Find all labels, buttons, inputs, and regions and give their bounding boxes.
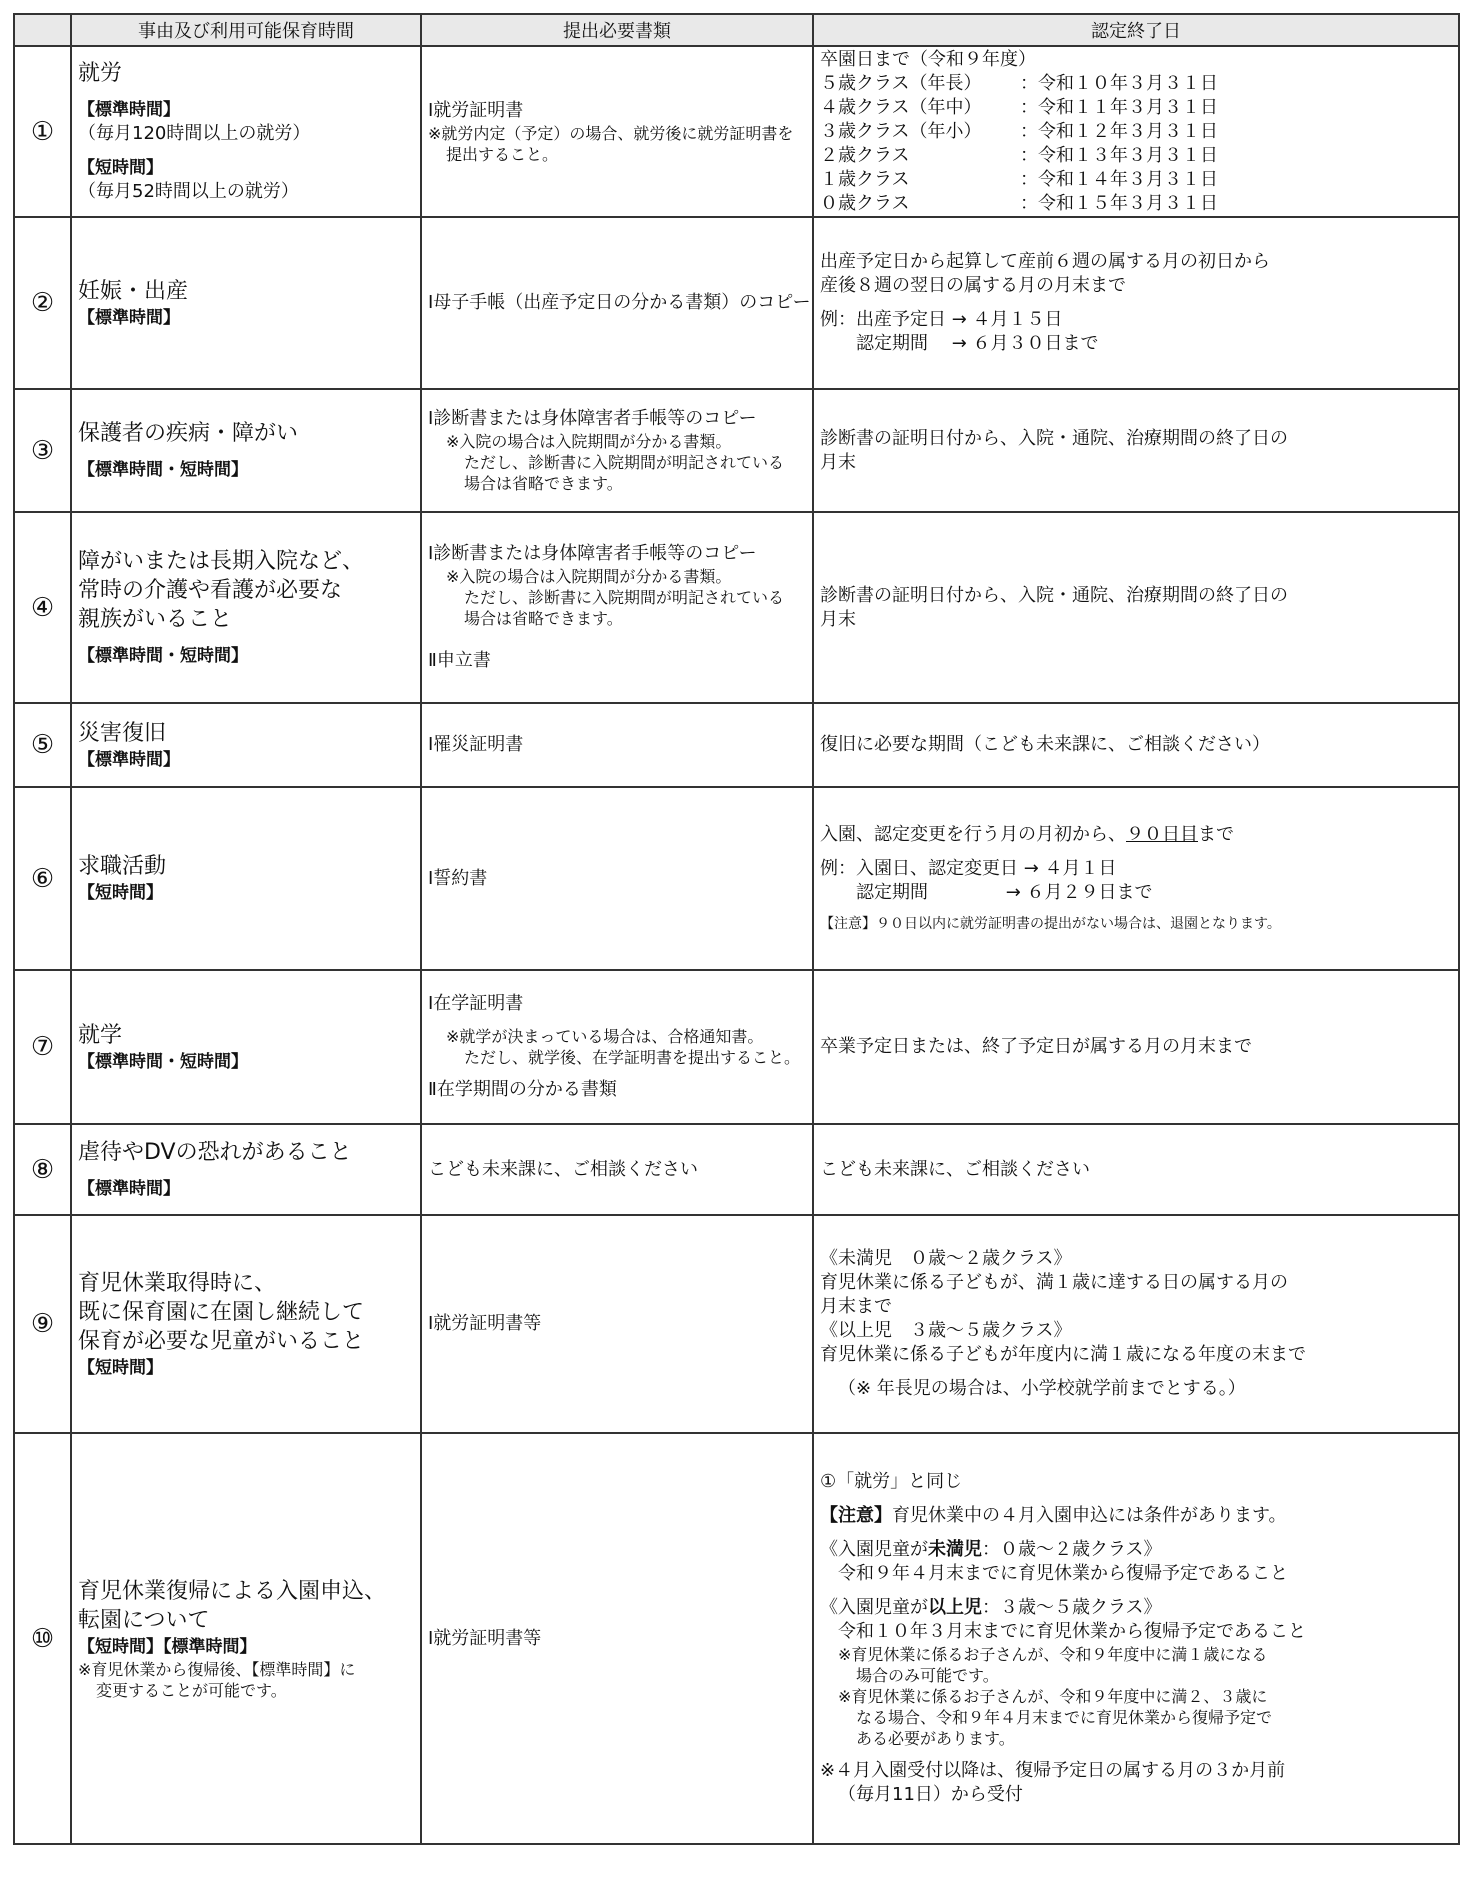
reason-title: 転園について — [78, 1607, 210, 1633]
class-end-date: ：令和１３年３月３１日 — [1020, 144, 1218, 166]
documents-cell — [421, 389, 813, 512]
time-category: 【短時間】 — [78, 883, 163, 903]
documents-cell — [421, 1215, 813, 1433]
class-row — [820, 72, 1452, 96]
example-text: 認定期間 → ６月３０日まで — [856, 333, 1099, 354]
end-date-text: 《未満児 ０歳～２歳クラス》 — [820, 1248, 1072, 1269]
reason-note: （毎月120時間以上の就労） — [78, 123, 311, 144]
document-item: Ⅰ罹災証明書 — [428, 734, 524, 755]
header-row — [14, 14, 1459, 46]
time-category: 【標準時間】 — [78, 100, 180, 120]
class-name: １歳クラス — [820, 168, 910, 190]
end-date-text: 診断書の証明日付から、入院・通院、治療期間の終了日の — [820, 427, 1288, 449]
class-name: ５歳クラス（年長） — [820, 72, 982, 94]
end-date-text — [820, 823, 1452, 847]
row-number: ⑩ — [14, 1433, 71, 1844]
documents-cell — [421, 512, 813, 703]
document-note: ※就労内定（予定）の場合、就労後に就労証明書を — [428, 123, 794, 143]
end-date-cell — [813, 970, 1459, 1124]
condition-text: 令和９年４月末までに育児休業から復帰予定であること — [838, 1563, 1288, 1584]
end-date-text: 出産予定日から起算して産前６週の属する月の初日から — [820, 251, 1270, 272]
time-category: 【標準時間・短時間】 — [78, 646, 248, 666]
example-text: 例：入園日、認定変更日 → ４月１日 — [820, 858, 1117, 879]
reason-note: （毎月52時間以上の就労） — [78, 181, 299, 202]
time-category: 【標準時間】 — [78, 749, 180, 770]
end-date-text: 月末 — [820, 451, 856, 473]
class-name: ２歳クラス — [820, 144, 910, 166]
certification-table-document — [13, 13, 1458, 1881]
row-number: ④ — [14, 512, 71, 703]
end-date-text: 月末まで — [820, 1296, 892, 1317]
end-date-text: 復旧に必要な期間（こども未来課に、ご相談ください） — [820, 734, 1270, 755]
class-row — [820, 192, 1452, 216]
example-text: 例：出産予定日 → ４月１５日 — [820, 309, 1063, 330]
reason-note: ※育児休業から復帰後、【標準時間】に — [78, 1659, 356, 1679]
row-number: ② — [14, 217, 71, 389]
reason-cell — [71, 512, 421, 703]
condition-note: 場合のみ可能です。 — [856, 1666, 999, 1685]
class-end-date: ：令和１０年３月３１日 — [1020, 72, 1218, 94]
reason-title: 就労 — [78, 61, 123, 86]
reason-title: 育児休業復帰による入園申込、 — [78, 1578, 387, 1604]
caution-heading — [820, 1504, 1452, 1528]
document-item: Ⅰ誓約書 — [428, 867, 488, 889]
document-note: ※就学が決まっている場合は、合格通知書。 — [446, 1027, 764, 1046]
reception-note: ※４月入園受付以降は、復帰予定日の属する月の３か月前 — [820, 1760, 1286, 1781]
documents-cell — [421, 46, 813, 217]
reason-title: 災害復旧 — [78, 720, 167, 746]
reason-title: 障がいまたは長期入院など、 — [78, 549, 365, 574]
reason-title: 常時の介護や看護が必要な — [78, 578, 343, 603]
document-note: 提出すること。 — [446, 144, 559, 164]
documents-cell — [421, 970, 813, 1124]
condition-heading — [820, 1538, 1452, 1562]
table-row — [14, 1433, 1459, 1844]
reception-note: （毎月11日）から受付 — [838, 1784, 1023, 1805]
document-item: Ⅰ就労証明書等 — [428, 1627, 542, 1649]
time-category: 【短時間】 — [78, 1357, 163, 1378]
document-item: Ⅰ診断書または身体障害者手帳等のコピー — [428, 543, 757, 564]
reason-title: 親族がいること — [78, 607, 233, 632]
end-date-text-part: まで — [1198, 824, 1234, 845]
row-number: ⑥ — [14, 787, 71, 970]
class-row — [820, 120, 1452, 144]
certification-table — [13, 13, 1460, 1845]
end-date-text: 診断書の証明日付から、入院・通院、治療期間の終了日の — [820, 584, 1288, 606]
example-text: 認定期間 → ６月２９日まで — [856, 882, 1153, 903]
time-category: 【短時間】 — [78, 158, 163, 178]
document-note: 場合は省略できます。 — [464, 474, 623, 493]
reason-cell — [71, 217, 421, 389]
table-row — [14, 46, 1459, 217]
document-item: こども未来課に、ご相談ください — [428, 1158, 698, 1180]
condition-heading — [820, 1596, 1452, 1620]
end-date-cell — [813, 703, 1459, 787]
document-item: Ⅰ診断書または身体障害者手帳等のコピー — [428, 408, 757, 429]
row-number: ⑦ — [14, 970, 71, 1124]
reason-title: 虐待やDVの恐れがあること — [78, 1140, 352, 1165]
caution-text: 育児休業中の４月入園申込には条件があります。 — [892, 1505, 1287, 1526]
document-note: 場合は省略できます。 — [464, 609, 623, 628]
class-end-date: ：令和１４年３月３１日 — [1020, 168, 1218, 190]
condition-emphasis: 未満児 — [928, 1539, 982, 1560]
end-date-text: 月末 — [820, 608, 856, 630]
document-note: ※入院の場合は入院期間が分かる書類。 — [446, 432, 732, 451]
class-name: ４歳クラス（年中） — [820, 96, 982, 118]
table-row — [14, 970, 1459, 1124]
reason-cell — [71, 970, 421, 1124]
underlined-days: ９０日目 — [1126, 824, 1198, 845]
document-item: Ⅱ申立書 — [428, 650, 491, 671]
reason-title: 育児休業取得時に、 — [78, 1270, 277, 1296]
end-date-cell — [813, 1215, 1459, 1433]
document-note: ただし、診断書に入院期間が明記されている — [464, 588, 785, 607]
end-date-text: 育児休業に係る子どもが年度内に満１歳になる年度の末まで — [820, 1344, 1306, 1365]
documents-cell — [421, 217, 813, 389]
condition-note: ※育児休業に係るお子さんが、令和９年度中に満１歳になる — [838, 1645, 1268, 1664]
caution-label: 【注意】 — [820, 1505, 892, 1526]
reason-cell — [71, 787, 421, 970]
reason-title: 妊娠・出産 — [78, 278, 189, 304]
reason-cell — [71, 1433, 421, 1844]
condition-emphasis: 以上児 — [928, 1597, 982, 1618]
condition-text: 《入園児童が — [820, 1597, 928, 1618]
class-end-date: ：令和１５年３月３１日 — [1020, 192, 1218, 214]
end-date-text: 《以上児 ３歳～５歳クラス》 — [820, 1320, 1072, 1341]
end-date-text: 卒業予定日または、終了予定日が属する月の月末まで — [820, 1036, 1252, 1057]
reason-cell — [71, 389, 421, 512]
reason-cell — [71, 46, 421, 217]
end-date-note: （※ 年長児の場合は、小学校就学前までとする。） — [838, 1378, 1246, 1399]
table-row — [14, 1124, 1459, 1215]
document-item: Ⅰ在学証明書 — [428, 993, 524, 1014]
document-item: Ⅰ母子手帳（出産予定日の分かる書類）のコピー — [428, 292, 811, 313]
class-end-date: ：令和１２年３月３１日 — [1020, 120, 1218, 142]
table-row — [14, 217, 1459, 389]
end-date-cell — [813, 512, 1459, 703]
class-name: ０歳クラス — [820, 192, 910, 214]
reason-title: 求職活動 — [78, 854, 167, 879]
time-category: 【標準時間・短時間】 — [78, 460, 248, 480]
reason-note: 変更することが可能です。 — [96, 1680, 287, 1700]
end-date-text: ①「就労」と同じ — [820, 1471, 963, 1492]
end-date-cell — [813, 1124, 1459, 1215]
caution-note: 【注意】９０日以内に就労証明書の提出がない場合は、退園となります。 — [820, 916, 1281, 932]
end-date-cell — [813, 389, 1459, 512]
end-date-text: 卒園日まで（令和９年度） — [820, 48, 1036, 70]
class-row — [820, 144, 1452, 168]
end-date-cell — [813, 217, 1459, 389]
table-row — [14, 389, 1459, 512]
condition-note: ※育児休業に係るお子さんが、令和９年度中に満２、３歳に — [838, 1687, 1268, 1706]
row-number: ⑨ — [14, 1215, 71, 1433]
condition-text: 令和１０年３月末までに育児休業から復帰予定であること — [838, 1621, 1306, 1642]
documents-cell — [421, 1433, 813, 1844]
class-row — [820, 168, 1452, 192]
end-date-text: こども未来課に、ご相談ください — [820, 1158, 1090, 1180]
documents-cell — [421, 787, 813, 970]
end-date-text: 産後８週の翌日の属する月の月末まで — [820, 275, 1126, 296]
condition-note: ある必要があります。 — [856, 1729, 1015, 1748]
document-item: Ⅰ就労証明書等 — [428, 1313, 542, 1334]
time-category: 【短時間】【標準時間】 — [78, 1636, 257, 1657]
header-documents: 提出必要書類 — [421, 14, 813, 46]
reason-cell — [71, 1215, 421, 1433]
documents-cell — [421, 703, 813, 787]
reason-cell — [71, 1124, 421, 1215]
document-note: ただし、診断書に入院期間が明記されている — [464, 453, 785, 472]
document-item: Ⅰ就労証明書 — [428, 99, 524, 121]
class-name: ３歳クラス（年小） — [820, 120, 982, 142]
reason-cell — [71, 703, 421, 787]
reason-title: 保護者の疾病・障がい — [78, 421, 299, 446]
condition-text: ：０歳～２歳クラス》 — [982, 1539, 1162, 1560]
class-end-date: ：令和１１年３月３１日 — [1020, 96, 1218, 118]
condition-text: ：３歳～５歳クラス》 — [982, 1597, 1162, 1618]
header-blank — [14, 14, 71, 46]
condition-note: なる場合、令和９年４月末までに育児休業から復帰予定で — [856, 1708, 1273, 1727]
class-row — [820, 96, 1452, 120]
header-end-date: 認定終了日 — [813, 14, 1459, 46]
table-row — [14, 787, 1459, 970]
end-date-text: 育児休業に係る子どもが、満１歳に達する日の属する月の — [820, 1272, 1288, 1293]
end-date-cell — [813, 787, 1459, 970]
row-number: ⑧ — [14, 1124, 71, 1215]
time-category: 【標準時間】 — [78, 1179, 180, 1199]
reason-title: 保育が必要な児童がいること — [78, 1328, 365, 1354]
end-date-cell — [813, 1433, 1459, 1844]
condition-text: 《入園児童が — [820, 1539, 928, 1560]
document-note: ただし、就学後、在学証明書を提出すること。 — [464, 1048, 801, 1067]
table-row — [14, 512, 1459, 703]
row-number: ① — [14, 46, 71, 217]
documents-cell — [421, 1124, 813, 1215]
document-note: ※入院の場合は入院期間が分かる書類。 — [446, 567, 732, 586]
time-category: 【標準時間・短時間】 — [78, 1051, 248, 1072]
end-date-cell — [813, 46, 1459, 217]
row-number: ⑤ — [14, 703, 71, 787]
reason-title: 就学 — [78, 1022, 123, 1048]
table-row — [14, 703, 1459, 787]
end-date-text-part: 入園、認定変更を行う月の月初から、 — [820, 824, 1126, 845]
row-number: ③ — [14, 389, 71, 512]
header-reason: 事由及び利用可能保育時間 — [71, 14, 421, 46]
reason-title: 既に保育園に在園し継続して — [78, 1299, 365, 1325]
time-category: 【標準時間】 — [78, 307, 180, 328]
table-row — [14, 1215, 1459, 1433]
document-item: Ⅱ在学期間の分かる書類 — [428, 1079, 617, 1100]
